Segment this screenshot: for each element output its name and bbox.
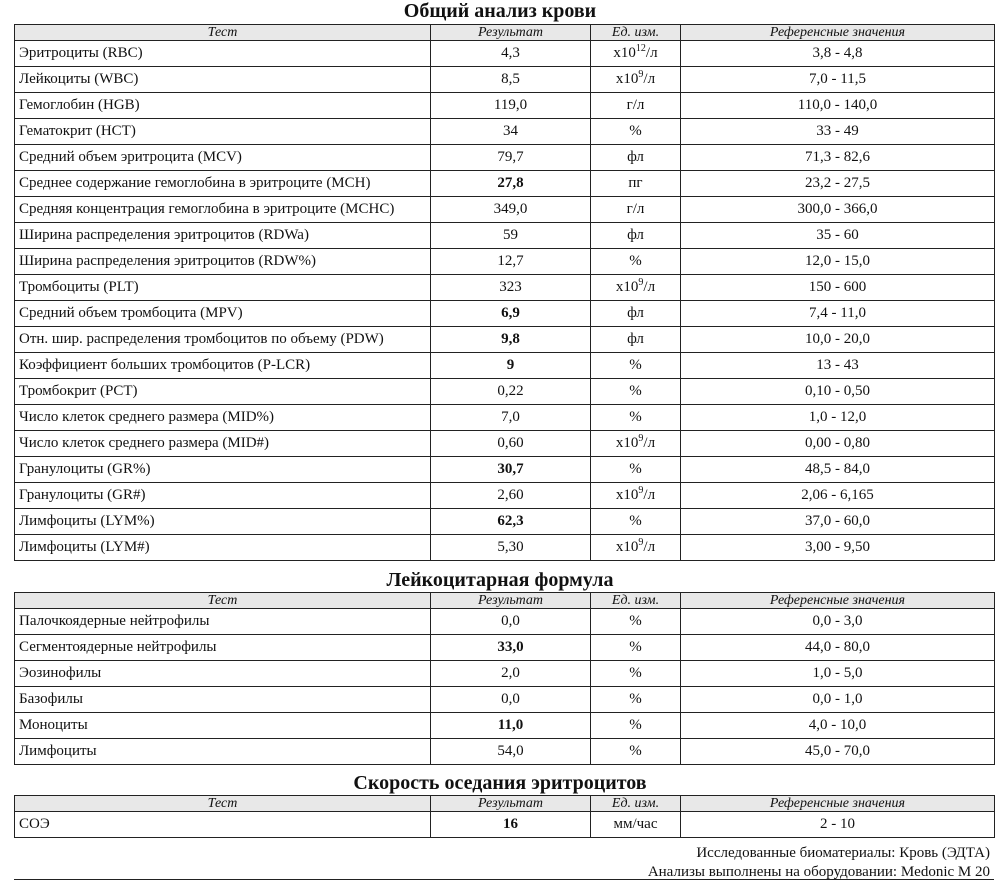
test-name: Гранулоциты (GR#) bbox=[15, 483, 431, 509]
reference-range: 110,0 - 140,0 bbox=[681, 93, 995, 119]
test-unit: фл bbox=[591, 223, 681, 249]
test-unit: % bbox=[591, 661, 681, 687]
header-reference: Референсные значения bbox=[681, 796, 995, 812]
test-name: Лимфоциты (LYM%) bbox=[15, 509, 431, 535]
test-name: Лимфоциты (LYM#) bbox=[15, 535, 431, 561]
test-result: 0,22 bbox=[431, 379, 591, 405]
reference-range: 7,0 - 11,5 bbox=[681, 67, 995, 93]
header-unit: Ед. изм. bbox=[591, 796, 681, 812]
table-row bbox=[15, 405, 995, 431]
table-row bbox=[15, 327, 995, 353]
section-title: Скорость оседания эритроцитов bbox=[353, 772, 647, 794]
reference-range: 48,5 - 84,0 bbox=[681, 457, 995, 483]
test-result: 0,60 bbox=[431, 431, 591, 457]
test-name: Коэффициент больших тромбоцитов (P-LCR) bbox=[15, 353, 431, 379]
reference-range: 1,0 - 5,0 bbox=[681, 661, 995, 687]
table-row bbox=[15, 739, 995, 765]
test-result: 6,9 bbox=[431, 301, 591, 327]
test-unit: фл bbox=[591, 327, 681, 353]
test-name: Эритроциты (RBC) bbox=[15, 41, 431, 67]
header-test: Тест bbox=[15, 25, 431, 41]
test-name: Эозинофилы bbox=[15, 661, 431, 687]
table-row bbox=[15, 609, 995, 635]
test-result: 27,8 bbox=[431, 171, 591, 197]
header-test: Тест bbox=[15, 796, 431, 812]
reference-range: 23,2 - 27,5 bbox=[681, 171, 995, 197]
test-unit: % bbox=[591, 713, 681, 739]
test-result: 8,5 bbox=[431, 67, 591, 93]
test-unit: $x10^9/л$ bbox=[591, 535, 681, 561]
reference-range: 3,8 - 4,8 bbox=[681, 41, 995, 67]
reference-range: 2 - 10 bbox=[681, 812, 995, 838]
reference-range: 2,06 - 6,165 bbox=[681, 483, 995, 509]
table-row bbox=[15, 223, 995, 249]
test-name: Гематокрит (HCT) bbox=[15, 119, 431, 145]
table-row bbox=[15, 812, 995, 838]
test-unit: фл bbox=[591, 301, 681, 327]
reference-range: 4,0 - 10,0 bbox=[681, 713, 995, 739]
test-result: 0,0 bbox=[431, 609, 591, 635]
reference-range: 13 - 43 bbox=[681, 353, 995, 379]
test-result: 349,0 bbox=[431, 197, 591, 223]
test-unit: % bbox=[591, 249, 681, 275]
table-row bbox=[15, 197, 995, 223]
test-name: Средний объем эритроцита (MCV) bbox=[15, 145, 431, 171]
reference-range: 0,00 - 0,80 bbox=[681, 431, 995, 457]
reference-range: 300,0 - 366,0 bbox=[681, 197, 995, 223]
test-name: Гранулоциты (GR%) bbox=[15, 457, 431, 483]
reference-range: 0,0 - 1,0 bbox=[681, 687, 995, 713]
table-row bbox=[15, 379, 995, 405]
test-result: 16 bbox=[431, 812, 591, 838]
test-unit: % bbox=[591, 687, 681, 713]
reference-range: 71,3 - 82,6 bbox=[681, 145, 995, 171]
test-name: Лейкоциты (WBC) bbox=[15, 67, 431, 93]
table-row bbox=[15, 301, 995, 327]
test-name: Ширина распределения эритроцитов (RDW%) bbox=[15, 249, 431, 275]
test-unit: $x10^9/л$ bbox=[591, 431, 681, 457]
table-row bbox=[15, 635, 995, 661]
table-row bbox=[15, 41, 995, 67]
reference-range: 10,0 - 20,0 bbox=[681, 327, 995, 353]
table-row bbox=[15, 509, 995, 535]
test-result: 54,0 bbox=[431, 739, 591, 765]
test-name: Базофилы bbox=[15, 687, 431, 713]
footer-biomaterial: Исследованные биоматериалы: Кровь (ЭДТА) bbox=[696, 845, 990, 861]
reference-range: 7,4 - 11,0 bbox=[681, 301, 995, 327]
test-result: 9,8 bbox=[431, 327, 591, 353]
test-name: Сегментоядерные нейтрофилы bbox=[15, 635, 431, 661]
test-unit: г/л bbox=[591, 197, 681, 223]
header-unit: Ед. изм. bbox=[591, 593, 681, 609]
footer-equipment: Анализы выполнены на оборудовании: Medonic M 20 bbox=[647, 864, 990, 880]
header-result: Результат bbox=[431, 593, 591, 609]
table-row bbox=[15, 249, 995, 275]
test-name: СОЭ bbox=[15, 812, 431, 838]
table-row bbox=[15, 483, 995, 509]
test-name: Тромбоциты (PLT) bbox=[15, 275, 431, 301]
table-row bbox=[15, 713, 995, 739]
test-name: Отн. шир. распределения тромбоцитов по объему (PDW) bbox=[15, 327, 431, 353]
test-unit: % bbox=[591, 509, 681, 535]
header-reference: Референсные значения bbox=[681, 25, 995, 41]
test-name: Моноциты bbox=[15, 713, 431, 739]
table-row bbox=[15, 431, 995, 457]
table-header-row bbox=[15, 25, 995, 41]
test-unit: $x10^9/л$ bbox=[591, 483, 681, 509]
test-result: 323 bbox=[431, 275, 591, 301]
section-title: Общий анализ крови bbox=[403, 0, 597, 22]
test-unit: % bbox=[591, 739, 681, 765]
table-row bbox=[15, 119, 995, 145]
table-row bbox=[15, 93, 995, 119]
test-name: Палочкоядерные нейтрофилы bbox=[15, 609, 431, 635]
test-result: 9 bbox=[431, 353, 591, 379]
results-table-esr bbox=[14, 795, 995, 838]
test-result: 59 bbox=[431, 223, 591, 249]
header-result: Результат bbox=[431, 796, 591, 812]
test-unit: пг bbox=[591, 171, 681, 197]
reference-range: 37,0 - 60,0 bbox=[681, 509, 995, 535]
test-unit: $x10^9/л$ bbox=[591, 275, 681, 301]
test-result: 30,7 bbox=[431, 457, 591, 483]
reference-range: 35 - 60 bbox=[681, 223, 995, 249]
test-unit: $x10^{12}/л$ bbox=[591, 41, 681, 67]
test-name: Средняя концентрация гемоглобина в эритроците (MCHC) bbox=[15, 197, 431, 223]
test-unit: % bbox=[591, 119, 681, 145]
test-name: Средний объем тромбоцита (MPV) bbox=[15, 301, 431, 327]
test-unit: мм/час bbox=[591, 812, 681, 838]
test-unit: % bbox=[591, 379, 681, 405]
table-row bbox=[15, 145, 995, 171]
test-name: Ширина распределения эритроцитов (RDWa) bbox=[15, 223, 431, 249]
reference-range: 0,0 - 3,0 bbox=[681, 609, 995, 635]
table-row bbox=[15, 535, 995, 561]
test-name: Лимфоциты bbox=[15, 739, 431, 765]
bottom-divider bbox=[14, 879, 994, 880]
reference-range: 45,0 - 70,0 bbox=[681, 739, 995, 765]
test-result: 4,3 bbox=[431, 41, 591, 67]
reference-range: 0,10 - 0,50 bbox=[681, 379, 995, 405]
test-unit: г/л bbox=[591, 93, 681, 119]
reference-range: 12,0 - 15,0 bbox=[681, 249, 995, 275]
test-result: 11,0 bbox=[431, 713, 591, 739]
table-row bbox=[15, 457, 995, 483]
test-name: Число клеток среднего размера (MID#) bbox=[15, 431, 431, 457]
header-reference: Референсные значения bbox=[681, 593, 995, 609]
reference-range: 3,00 - 9,50 bbox=[681, 535, 995, 561]
test-unit: фл bbox=[591, 145, 681, 171]
test-result: 119,0 bbox=[431, 93, 591, 119]
reference-range: 1,0 - 12,0 bbox=[681, 405, 995, 431]
test-unit: % bbox=[591, 635, 681, 661]
test-result: 2,60 bbox=[431, 483, 591, 509]
table-row bbox=[15, 661, 995, 687]
test-result: 2,0 bbox=[431, 661, 591, 687]
table-row bbox=[15, 687, 995, 713]
section-title: Лейкоцитарная формула bbox=[386, 569, 614, 591]
results-table-cbc bbox=[14, 24, 995, 561]
test-result: 7,0 bbox=[431, 405, 591, 431]
test-result: 62,3 bbox=[431, 509, 591, 535]
test-unit: % bbox=[591, 609, 681, 635]
test-result: 34 bbox=[431, 119, 591, 145]
test-result: 12,7 bbox=[431, 249, 591, 275]
table-row bbox=[15, 353, 995, 379]
test-result: 33,0 bbox=[431, 635, 591, 661]
table-row bbox=[15, 275, 995, 301]
test-name: Число клеток среднего размера (MID%) bbox=[15, 405, 431, 431]
reference-range: 150 - 600 bbox=[681, 275, 995, 301]
test-result: 0,0 bbox=[431, 687, 591, 713]
reference-range: 33 - 49 bbox=[681, 119, 995, 145]
test-unit: % bbox=[591, 353, 681, 379]
table-row bbox=[15, 67, 995, 93]
test-name: Гемоглобин (HGB) bbox=[15, 93, 431, 119]
test-unit: % bbox=[591, 405, 681, 431]
test-unit: $x10^9/л$ bbox=[591, 67, 681, 93]
table-header-row bbox=[15, 796, 995, 812]
results-table-leukocyte-formula bbox=[14, 592, 995, 765]
header-unit: Ед. изм. bbox=[591, 25, 681, 41]
test-name: Среднее содержание гемоглобина в эритроците (MCH) bbox=[15, 171, 431, 197]
test-name: Тромбокрит (PCT) bbox=[15, 379, 431, 405]
test-result: 79,7 bbox=[431, 145, 591, 171]
table-header-row bbox=[15, 593, 995, 609]
reference-range: 44,0 - 80,0 bbox=[681, 635, 995, 661]
header-test: Тест bbox=[15, 593, 431, 609]
test-unit: % bbox=[591, 457, 681, 483]
table-row bbox=[15, 171, 995, 197]
test-result: 5,30 bbox=[431, 535, 591, 561]
header-result: Результат bbox=[431, 25, 591, 41]
